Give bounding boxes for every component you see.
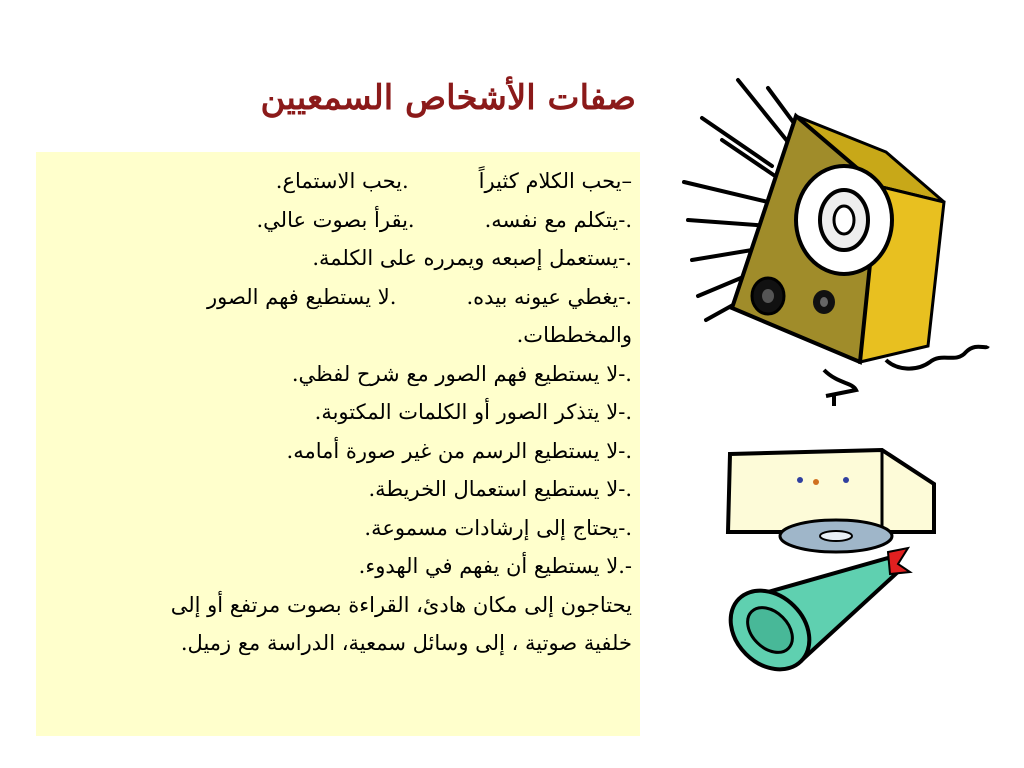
text-row-1 [44,162,632,201]
horn-icon [715,548,910,678]
text-segment: .يحب الاستماع. [275,169,409,193]
list-item: .-لا يستطيع الرسم من غير صورة أمامه. [286,438,632,463]
closing-line: خلفية صوتية ، إلى وسائل سمعية، الدراسة مع زميل. [180,631,632,655]
closing-line: يحتاجون إلى مكان هادئ، القراءة بصوت مرتفع أو إلى [170,592,632,617]
text-row-2 [44,201,632,240]
text-segment: .-يغطي عيونه بيده. [466,284,632,309]
list-item: .-لا يستطيع فهم الصور مع شرح لفظي. [291,361,632,386]
text-row-5: والمخططات. [516,323,632,347]
list-item: -.لا يستطيع أن يفهم في الهدوء. [358,554,632,578]
content-box [36,152,640,736]
disc-drive-icon [712,448,952,678]
text-segment: .لا يستطيع فهم الصور [207,284,397,309]
speaker-icon [676,70,996,410]
text-segment: .-يتكلم مع نفسه. [484,207,632,232]
text-row-3: .-يستعمل إصبعه ويمرره على الكلمة. [312,246,632,270]
list-item: .-لا يستطيع استعمال الخريطة. [368,477,632,501]
text-segment: .يقرأ بصوت عالي. [256,207,415,232]
text-segment: –يحب الكلام كثيراً [478,169,632,193]
list-item: .-يحتاج إلى إرشادات مسموعة. [364,515,632,540]
text-row-4 [44,278,632,317]
slide-title: صفات الأشخاص السمعيين [260,78,636,118]
list-item: .-لا يتذكر الصور أو الكلمات المكتوبة. [314,400,632,424]
